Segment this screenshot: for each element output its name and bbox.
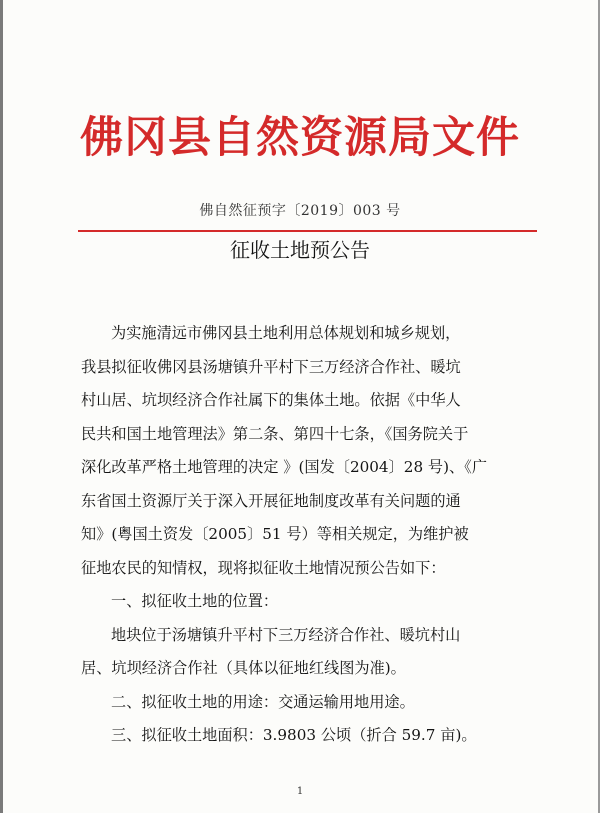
notice-title: 征收土地预公告 [230,238,370,262]
document-number: 佛自然征预字〔2019〕003 号 [199,203,401,219]
section-3-line: 三、拟征收土地面积：3.9803 公顷（折合 59.7 亩)。 [111,726,477,744]
paragraph-line: 深化改革严格土地管理的决定 》(国发〔2004〕28 号)、《广 [81,458,488,476]
notice-body [81,317,519,753]
section-1-line: 地块位于汤塘镇升平村下三万经济合作社、暖坑村山 [111,625,461,644]
paragraph-line: 村山居、坑坝经济合作社属下的集体土地。依据《中华人 [81,391,461,409]
paragraph-line: 我县拟征收佛冈县汤塘镇升平村下三万经济合作社、暖坑 [81,357,461,376]
red-divider-line [78,230,537,232]
section-2-line: 二、拟征收土地的用途：交通运输用地用途。 [111,692,415,711]
paragraph-line: 为实施清远市佛冈县土地利用总体规划和城乡规划， [111,324,461,342]
document-header-title: 佛冈县自然资源局文件 [80,113,520,163]
paragraph-line: 东省国土资源厅关于深入开展征地制度改革有关问题的通 [81,491,461,510]
section-1-line: 居、坑坝经济合作社（具体以征地红线图为准)。 [81,659,406,677]
paragraph-line: 民共和国土地管理法》第二条、第四十七条，《国务院关于 [81,424,469,443]
paragraph-line: 知》(粤国土资发〔2005〕51 号）等相关规定，为维护被 [81,525,469,543]
page-number: 1 [296,786,304,797]
paragraph-line: 征地农民的知情权，现将拟征收土地情况预公告如下： [81,558,446,577]
section-1-heading: 一、拟征收土地的位置： [111,592,279,610]
